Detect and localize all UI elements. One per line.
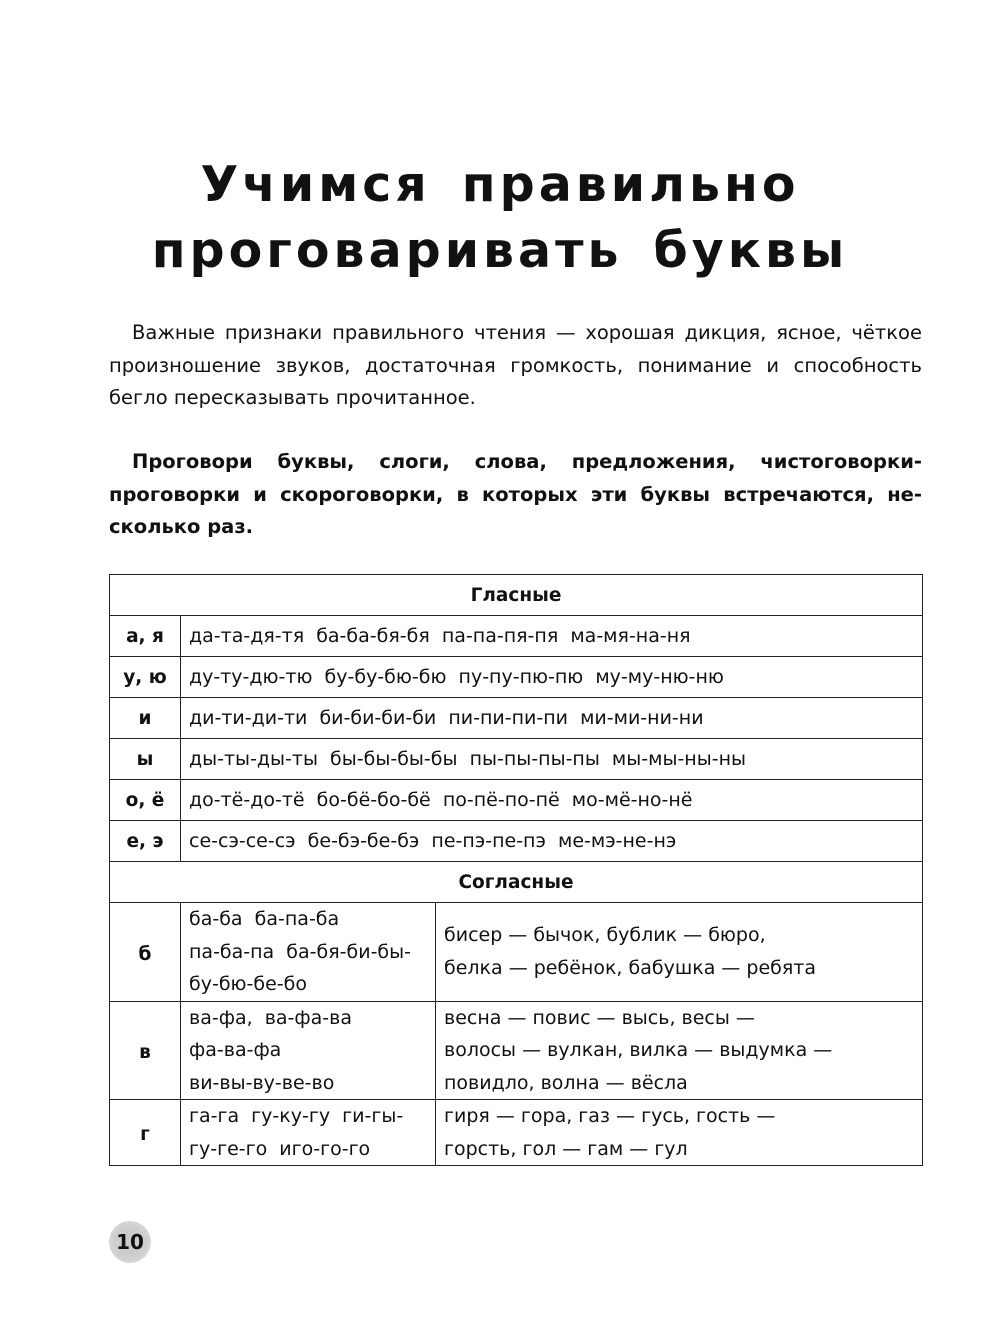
vowel-syllables: да-та-дя-тя ба-ба-бя-бя па-па-пя-пя ма-мя-на-ня — [181, 616, 923, 657]
page-title — [0, 152, 1000, 284]
consonant-words — [436, 1001, 923, 1100]
consonant-letter: г — [110, 1100, 181, 1166]
vowel-letters: а, я — [110, 616, 181, 657]
vowel-letters: у, ю — [110, 657, 181, 698]
consonant-row — [110, 903, 923, 1002]
syllable-line: бу-бю-бе-бо — [189, 973, 307, 995]
syllable-line: ви-вы-ву-ве-во — [189, 1071, 335, 1094]
word-line: гиря — гора, газ — гусь, гость — — [444, 1105, 776, 1127]
title-line-2: проговаривать буквы — [151, 222, 849, 279]
consonant-letter: б — [110, 903, 181, 1002]
vowel-syllables: ды-ты-ды-ты бы-бы-бы-бы пы-пы-пы-пы мы-мы-ны-ны — [181, 739, 923, 780]
letters-table — [109, 574, 923, 1166]
vowel-syllables: ди-ти-ди-ти би-би-би-би пи-пи-пи-пи ми-ми-ни-ни — [181, 698, 923, 739]
syllable-line: га-га гу-ку-гу ги-гы- — [189, 1105, 404, 1127]
vowel-row — [110, 821, 923, 862]
syllable-line: фа-ва-фа — [189, 1039, 282, 1061]
vowel-row — [110, 780, 923, 821]
vowel-syllables: се-сэ-се-сэ бе-бэ-бе-бэ пе-пэ-пе-пэ ме-мэ-не-нэ — [181, 821, 923, 862]
consonant-syllables — [181, 903, 436, 1002]
vowels-header: Гласные — [110, 575, 923, 616]
vowel-syllables: до-тё-до-тё бо-бё-бо-бё по-пё-по-пё мо-мё-но-нё — [181, 780, 923, 821]
syllable-line: па-ба-па ба-бя-би-бы- — [189, 940, 411, 963]
word-line: белка — ребёнок, бабушка — ребята — [444, 956, 817, 979]
word-line: бисер — бычок, бублик — бюро, — [444, 924, 766, 947]
vowels-header-row — [110, 575, 923, 616]
task-paragraph: Проговори буквы, слоги, слова, предложения, чистоговорки-проговорки и скороговорки, в которых эти буквы встречаются, несколько раз. — [109, 450, 922, 538]
page-number: 10 — [109, 1221, 151, 1263]
word-line: волосы — вулкан, вилка — выдумка — — [444, 1039, 833, 1061]
vowel-row — [110, 739, 923, 780]
consonant-syllables — [181, 1100, 436, 1166]
consonants-header-row — [110, 862, 923, 903]
word-line: горсть, гол — гам — гул — [444, 1137, 688, 1160]
vowel-syllables: ду-ту-дю-тю бу-бу-бю-бю пу-пу-пю-пю му-му-ню-ню — [181, 657, 923, 698]
syllable-line: гу-ге-го иго-го-го — [189, 1137, 371, 1160]
word-line: повидло, волна — вёсла — [444, 1071, 688, 1094]
word-line: весна — повис — высь, весы — — [444, 1006, 755, 1029]
syllable-line: ба-ба ба-па-ба — [189, 908, 340, 930]
intro-paragraph: Важные признаки правильного чтения — хорошая дикция, ясное, чёткое произношение звуков, достаточная громкость, понимание и способность бегло пересказывать прочитанное. — [109, 321, 922, 409]
syllable-line: ва-фа, ва-фа-ва — [189, 1006, 352, 1029]
vowel-letters: и — [110, 698, 181, 739]
consonant-letter: в — [110, 1001, 181, 1100]
consonants-header: Согласные — [110, 862, 923, 903]
consonant-row — [110, 1001, 923, 1100]
vowel-letters: ы — [110, 739, 181, 780]
vowel-row — [110, 698, 923, 739]
vowel-letters: о, ё — [110, 780, 181, 821]
consonant-syllables — [181, 1001, 436, 1100]
vowel-row — [110, 657, 923, 698]
vowel-row — [110, 616, 923, 657]
consonant-row — [110, 1100, 923, 1166]
title-line-1: Учимся правильно — [200, 156, 800, 213]
consonant-words — [436, 1100, 923, 1166]
vowel-letters: е, э — [110, 821, 181, 862]
consonant-words — [436, 903, 923, 1002]
